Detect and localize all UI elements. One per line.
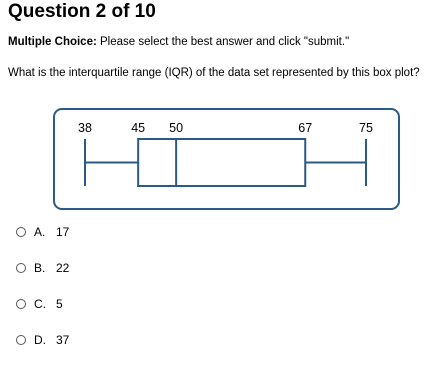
- radio-button-d[interactable]: [16, 335, 26, 345]
- instructions: [8, 36, 349, 48]
- option-c-value: 5: [56, 297, 63, 311]
- question-counter-title: Question 2 of 10: [8, 1, 156, 22]
- instructions-text: Please select the best answer and click "submit.": [100, 36, 350, 48]
- question-text: What is the interquartile range (IQR) of the data set represented by this box plot?: [8, 67, 420, 79]
- radio-button-a[interactable]: [16, 227, 26, 237]
- tick-label-38: 38: [78, 121, 92, 135]
- tick-label-67: 67: [298, 121, 313, 135]
- option-a-value: 17: [56, 225, 70, 239]
- option-d[interactable]: [16, 330, 69, 350]
- option-b-value: 22: [56, 261, 70, 275]
- box-plot: [53, 108, 400, 210]
- instructions-label: Multiple Choice:: [8, 36, 97, 48]
- option-a-letter: A.: [34, 225, 46, 239]
- radio-button-c[interactable]: [16, 299, 26, 309]
- radio-button-b[interactable]: [16, 263, 26, 273]
- option-a[interactable]: [16, 222, 69, 242]
- tick-label-75: 75: [359, 121, 373, 135]
- option-d-value: 37: [56, 333, 70, 347]
- option-c[interactable]: [16, 294, 63, 314]
- iqr-box: [138, 139, 305, 186]
- option-b-letter: B.: [34, 261, 46, 275]
- option-d-letter: D.: [34, 333, 46, 347]
- option-c-letter: C.: [34, 297, 46, 311]
- option-b[interactable]: [16, 258, 69, 278]
- tick-label-45: 45: [131, 121, 146, 135]
- tick-label-50: 50: [169, 121, 184, 135]
